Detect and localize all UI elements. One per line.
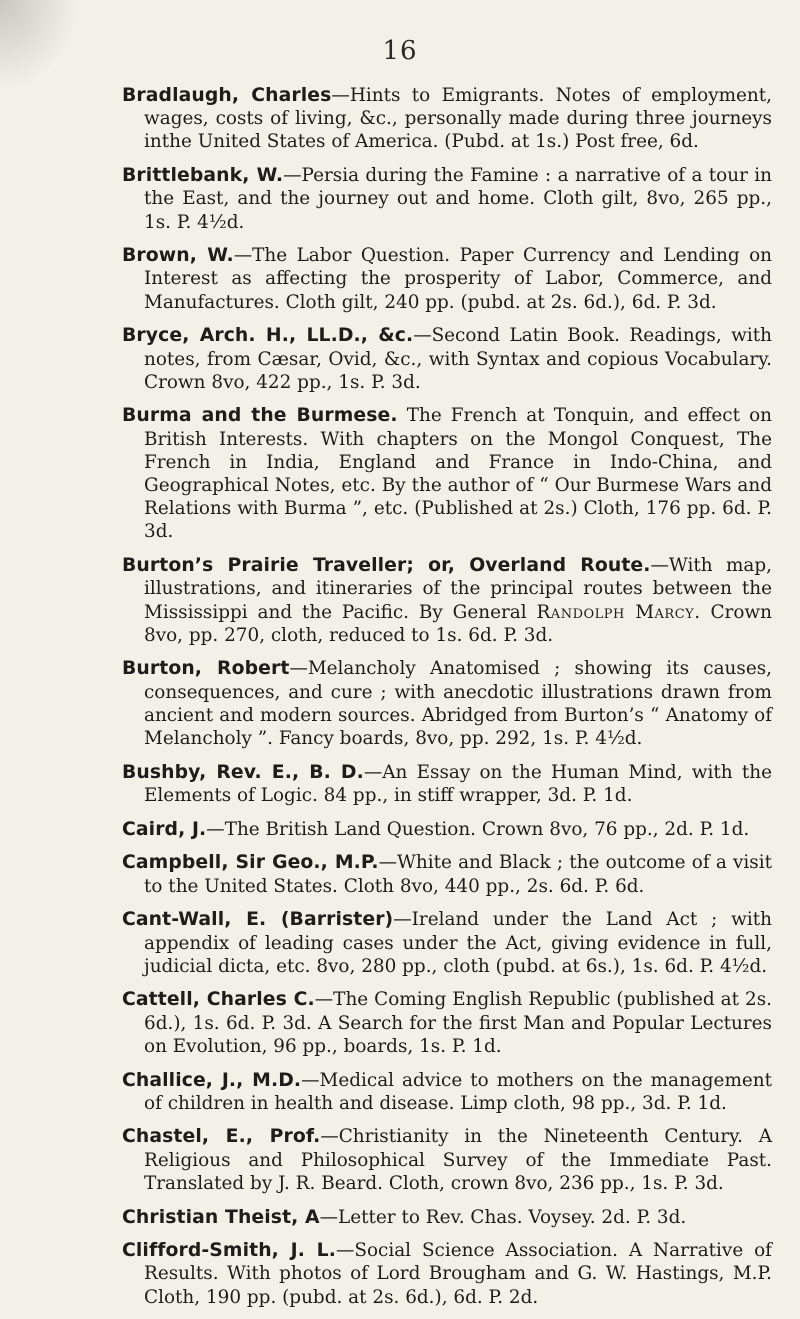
catalogue-entry <box>122 1125 772 1195</box>
catalogue-entry <box>122 404 772 543</box>
entry-heading: Burton, Robert <box>122 658 290 680</box>
entry-description: —Ireland under the Land Act ; with appendix of leading cases under the Act, giving evidence in full, judicial dicta, etc. 8vo, 280 pp., cloth (pubd. at 6s.), 1s. 6d. P. 4½d. <box>144 909 772 977</box>
catalogue-entry <box>122 657 772 750</box>
entry-heading: Bushby, Rev. E., B. D. <box>122 761 364 783</box>
catalogue-entry <box>122 324 772 394</box>
entry-heading: Challice, J., M.D. <box>122 1069 302 1091</box>
entry-heading: Caird, J. <box>122 818 207 840</box>
entry-heading: Christian Theist, A <box>122 1206 320 1228</box>
entry-heading: Burton’s Prairie Traveller; or, Overland Route. <box>122 555 651 577</box>
entry-heading: Bryce, Arch. H., LL.D., &c. <box>122 325 414 347</box>
entry-heading: Burma and the Burmese. <box>122 405 398 427</box>
catalogue-entry <box>122 244 772 314</box>
entry-heading: Brown, W. <box>122 245 234 267</box>
catalogue-entry <box>122 1239 772 1309</box>
page-number: 16 <box>382 36 418 66</box>
entry-description: —Christianity in the Nineteenth Century. A Religious and Philosophical Survey of the Immediate Past. Translated by J. R. Beard. Cloth, crown 8vo, 236 pp., 1s. P. 3d. <box>144 1126 772 1194</box>
entry-description: The French at Tonquin, and effect on British Interests. With chapters on the Mongol Conquest, The French in India, England and France in Indo-China, and Geographical Notes, etc. By the author of “ Our Burmese Wars and Relations with Burma ”, etc. (Published at 2s.) Cloth, 176 pp. 6d. P. 3d. <box>144 405 772 543</box>
entry-description: —White and Black ; the outcome of a visit to the United States. Cloth 8vo, 440 pp., 2s. 6d. P. 6d. <box>144 852 772 897</box>
entry-description: —The Coming English Republic (published at 2s. 6d.), 1s. 6d. P. 3d. A Search for the first Man and Popular Lectures on Evolution, 96 pp., boards, 1s. P. 1d. <box>144 989 772 1057</box>
entry-description: —Social Science Association. A Narrative of Results. With photos of Lord Brougham and G. W. Hastings, M.P. Cloth, 190 pp. (pubd. at 2s. 6d.), 6d. P. 2d. <box>144 1240 772 1308</box>
entry-heading: Bradlaugh, Charles <box>122 85 332 106</box>
catalogue-entry <box>122 164 772 234</box>
entry-description-continued: Crown 8vo, pp. 270, cloth, reduced to 1s. 6d. P. 3d. <box>144 601 772 646</box>
entry-heading: Cattell, Charles C. <box>122 989 315 1011</box>
entry-description: —Second Latin Book. Readings, with notes, from Cæsar, Ovid, &c., with Syntax and copious Vocabulary. Crown 8vo, 422 pp., 1s. P. 3d. <box>144 325 772 393</box>
entry-heading: Campbell, Sir Geo., M.P. <box>122 852 379 874</box>
entry-description: —Melancholy Anatomised ; showing its causes, consequences, and cure ; with anecdotic illustrations drawn from ancient and modern sources. Abridged from Burton’s “ Anatomy of Melancholy ”. Fancy boards, 8vo, pp. 292, 1s. P. 4½d. <box>144 658 772 750</box>
catalogue-entry <box>122 988 772 1058</box>
catalogue-entry <box>122 818 772 841</box>
entry-author-smallcaps: Randolph Marcy. <box>536 601 701 623</box>
entry-description: —With map, illustrations, and itineraries of the principal routes between the Mississippi and the Pacific. By General <box>144 555 772 623</box>
entry-heading: Chastel, E., Prof. <box>122 1126 321 1148</box>
entry-description: —The Labor Question. Paper Currency and Lending on Interest as affecting the prosperity of Labor, Commerce, and Manufactures. Cloth gilt, 240 pp. (pubd. at 2s. 6d.), 6d. P. 3d. <box>144 245 773 313</box>
catalogue-entry <box>122 1069 772 1115</box>
entry-description: —The British Land Question. Crown 8vo, 76 pp., 2d. P. 1d. <box>206 818 750 840</box>
catalogue-entry <box>122 761 772 807</box>
entry-description: —Hints to Emigrants. Notes of employment, wages, costs of living, &c., personally made during three journeys inthe United States of America. (Pubd. at 1s.) Post free, 6d. <box>144 85 772 153</box>
catalogue-entry <box>122 84 772 154</box>
entry-description: —Persia during the Famine : a narrative of a tour in the East, and the journey out and home. Cloth gilt, 8vo, 265 pp., 1s. P. 4½d. <box>144 165 772 233</box>
catalogue-entries <box>122 84 772 1319</box>
entry-heading: Clifford-Smith, J. L. <box>122 1240 336 1262</box>
entry-heading: Cant-Wall, E. (Barrister) <box>122 909 394 931</box>
catalogue-entry <box>122 1206 772 1229</box>
catalogue-entry <box>122 851 772 897</box>
catalogue-entry <box>122 908 772 978</box>
entry-description: —Medical advice to mothers on the management of children in health and disease. Limp cloth, 98 pp., 3d. P. 1d. <box>144 1069 772 1114</box>
catalogue-entry <box>122 554 772 647</box>
entry-heading: Brittlebank, W. <box>122 165 284 187</box>
entry-description: —Letter to Rev. Chas. Voysey. 2d. P. 3d. <box>319 1206 687 1228</box>
entry-description: —An Essay on the Human Mind, with the Elements of Logic. 84 pp., in stiff wrapper, 3d. P. 1d. <box>144 761 772 806</box>
